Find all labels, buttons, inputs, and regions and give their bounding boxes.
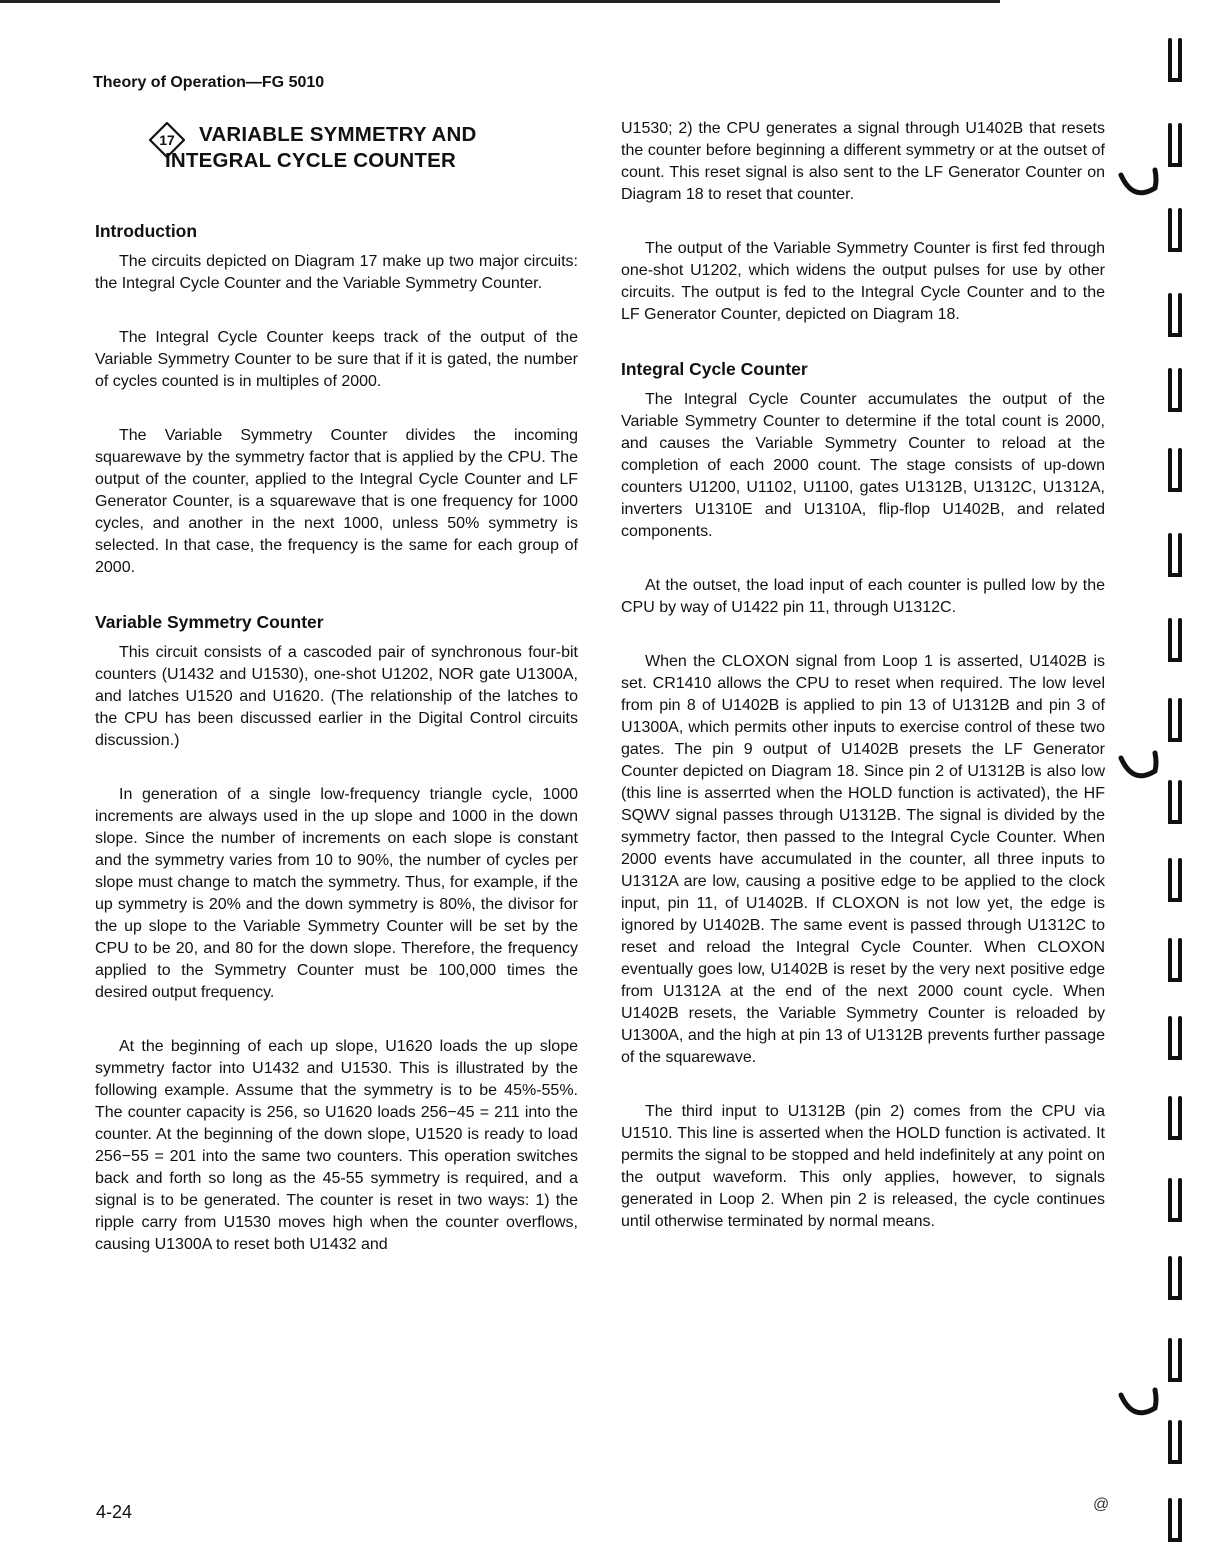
binding-hole-icon <box>1170 450 1180 490</box>
binding-hole-icon <box>1170 940 1180 980</box>
binding-hole-icon <box>1170 1422 1180 1462</box>
binding-hole-icon <box>1170 1340 1180 1380</box>
icc-paragraph-4: The third input to U1312B (pin 2) comes from the CPU via U1510. This line is asserted when the HOLD function is activated. It permits the signal to be stopped and held indefinitely at any point on the output waveform. This only applies, however, to signals generated in Loop 2. When pin 2 is released, the cycle continues until otherwise terminated by normal means. <box>621 1103 1105 1230</box>
section-title-line2: INTEGRAL CYCLE COUNTER <box>165 149 457 172</box>
binding-hole-icon <box>1170 370 1180 410</box>
binding-clip-icon <box>1121 1390 1156 1413</box>
binding-hole-icon <box>1170 700 1180 740</box>
vsc-paragraph-3: At the beginning of each up slope, U1620 loads the up slope symmetry factor into U1432 and U1530. This is illustrated by the following example. Assume that the symmetry is to be 45%-55%. The counter capacity is 256, so U1620 loads 256−45 = 211 into the counter. At the beginning of the down slope, U1520 is ready to load 256−55 = 201 into the same two counters. This operation switches back and forth so long as the 45-55 symmetry is required, and a signal is to be generated. The counter is reset in two ways: 1) the ripple carry from U1530 moves high when the counter overflows, causing U1300A to reset both U1432 and <box>95 1038 578 1253</box>
integral-cycle-heading: Integral Cycle Counter <box>621 359 808 379</box>
intro-paragraph-3: The Variable Symmetry Counter divides the incoming squarewave by the symmetry factor that is applied by the CPU. The output of the counter, applied to the Integral Cycle Counter and LF Generator Counter, is a squarewave that is one frequency for 1000 cycles, and another in the next 1000, unless 50% symmetry is selected. In that case, the frequency is the same for each group of 2000. <box>95 427 578 576</box>
binding-hole-icon <box>1170 125 1180 165</box>
introduction-heading: Introduction <box>95 221 198 241</box>
binding-hole-icon <box>1170 1258 1180 1298</box>
top-rule <box>0 0 1000 3</box>
binding-hole-icon <box>1170 40 1180 80</box>
binding-clip-icon <box>1121 170 1156 193</box>
section-title <box>95 120 578 210</box>
binding-hole-icon <box>1170 1098 1180 1138</box>
running-head: Theory of Operation—FG 5010 <box>93 74 325 91</box>
binding-hole-icon <box>1170 860 1180 900</box>
binding-hole-icon <box>1170 1180 1180 1220</box>
icc-paragraph-3: When the CLOXON signal from Loop 1 is asserted, U1402B is set. CR1410 allows the CPU to reset when required. The low level from pin 8 of U1402B is applied to pin 13 of U1312B and pin 3 of U1300A, which permits other inputs to exercise control of these two gates. The pin 9 output of U1402B presets the LF Generator Counter depicted on Diagram 18. Since pin 2 of U1312B is also low (this line is asserrted when the HOLD function is activated), the HF SQWV signal passes through U1312B. The signal is divided by the symmetry factor, then passed to the Integral Cycle Counter. When 2000 events have accumulated in the counter, all three inputs to U1312A are low, causing a positive edge to be applied to the clock input, pin 11, of U1402B. If CLOXON is not low yet, the edge is ignored by U1402B. The same event is passed through U1312C to reset and reload the Integral Cycle Counter. When CLOXON eventually goes low, U1402B is reset by the very next positive edge from U1312A at the end of the next 2000 count cycle. When U1402B resets, the Variable Symmetry Counter is reloaded by U1300A, and the high at pin 13 of U1312B prevents further passage of the squarewave. <box>621 653 1105 1066</box>
icc-paragraph-1: The Integral Cycle Counter accumulates the output of the Variable Symmetry Counter to determine if the total count is 2000, and causes the Variable Symmetry Counter to reload at the completion of each 2000 count. The stage consists of up-down counters U1200, U1102, U1100, gates U1312B, U1312C, U1312A, inverters U1310E and U1310A, flip-flop U1402B, and related components. <box>621 391 1105 540</box>
diagram-number: 17 <box>159 132 175 148</box>
footer-mark: @ <box>1093 1496 1110 1513</box>
binding-hole-icon <box>1170 620 1180 660</box>
binding-hole-icon <box>1170 295 1180 335</box>
binding-hole-icon <box>1170 535 1180 575</box>
binding-hole-icon <box>1170 1018 1180 1058</box>
binding-holes <box>1113 30 1213 1567</box>
page-number: 4-24 <box>96 1502 133 1522</box>
binding-hole-icon <box>1170 210 1180 250</box>
binding-hole-icon <box>1170 782 1180 822</box>
vsc-paragraph-1: This circuit consists of a cascoded pair of synchronous four-bit counters (U1432 and U1530), one-shot U1202, NOR gate U1300A, and latches U1520 and U1620. (The relationship of the latches to the CPU has been discussed earlier in the Digital Control circuits discussion.) <box>95 644 578 749</box>
intro-paragraph-1: The circuits depicted on Diagram 17 make up two major circuits: the Integral Cycle Counter and the Variable Symmetry Counter. <box>95 253 578 292</box>
section-title-line1: VARIABLE SYMMETRY AND <box>199 123 477 146</box>
continuation-paragraph-1: U1530; 2) the CPU generates a signal through U1402B that resets the counter before beginning a different symmetry or at the outset of count. This reset signal is also sent to the LF Generator Counter on Diagram 18 to reset that counter. <box>621 120 1105 203</box>
continuation-paragraph-2: The output of the Variable Symmetry Counter is first fed through one-shot U1202, which widens the output pulses for use by other circuits. The output is fed to the Integral Cycle Counter and to the LF Generator Counter, depicted on Diagram 18. <box>621 240 1105 323</box>
vsc-paragraph-2: In generation of a single low-frequency triangle cycle, 1000 increments are always used in the up slope and 1000 in the down slope. Since the number of increments on each slope is constant and the symmetry varies from 10 to 90%, the number of cycles per slope must change to match the symmetry. Thus, for example, if the up symmetry is 20% and the down symmetry is 80%, the divisor for the up slope to the Variable Symmetry Counter will be set by the CPU to be 20, and 80 for the down slope. Therefore, the frequency applied to the Symmetry Counter must be 100,000 times the desired output frequency. <box>95 786 578 1001</box>
binding-clip-icon <box>1121 753 1156 776</box>
right-column <box>621 118 1105 1233</box>
icc-paragraph-2: At the outset, the load input of each counter is pulled low by the CPU by way of U1422 pin 11, through U1312C. <box>621 577 1105 616</box>
variable-symmetry-heading: Variable Symmetry Counter <box>95 612 324 632</box>
binding-hole-icon <box>1170 1500 1180 1540</box>
left-column <box>95 120 578 1256</box>
intro-paragraph-2: The Integral Cycle Counter keeps track of the output of the Variable Symmetry Counter to be sure that if it is gated, the number of cycles counted is in multiples of 2000. <box>95 329 578 390</box>
